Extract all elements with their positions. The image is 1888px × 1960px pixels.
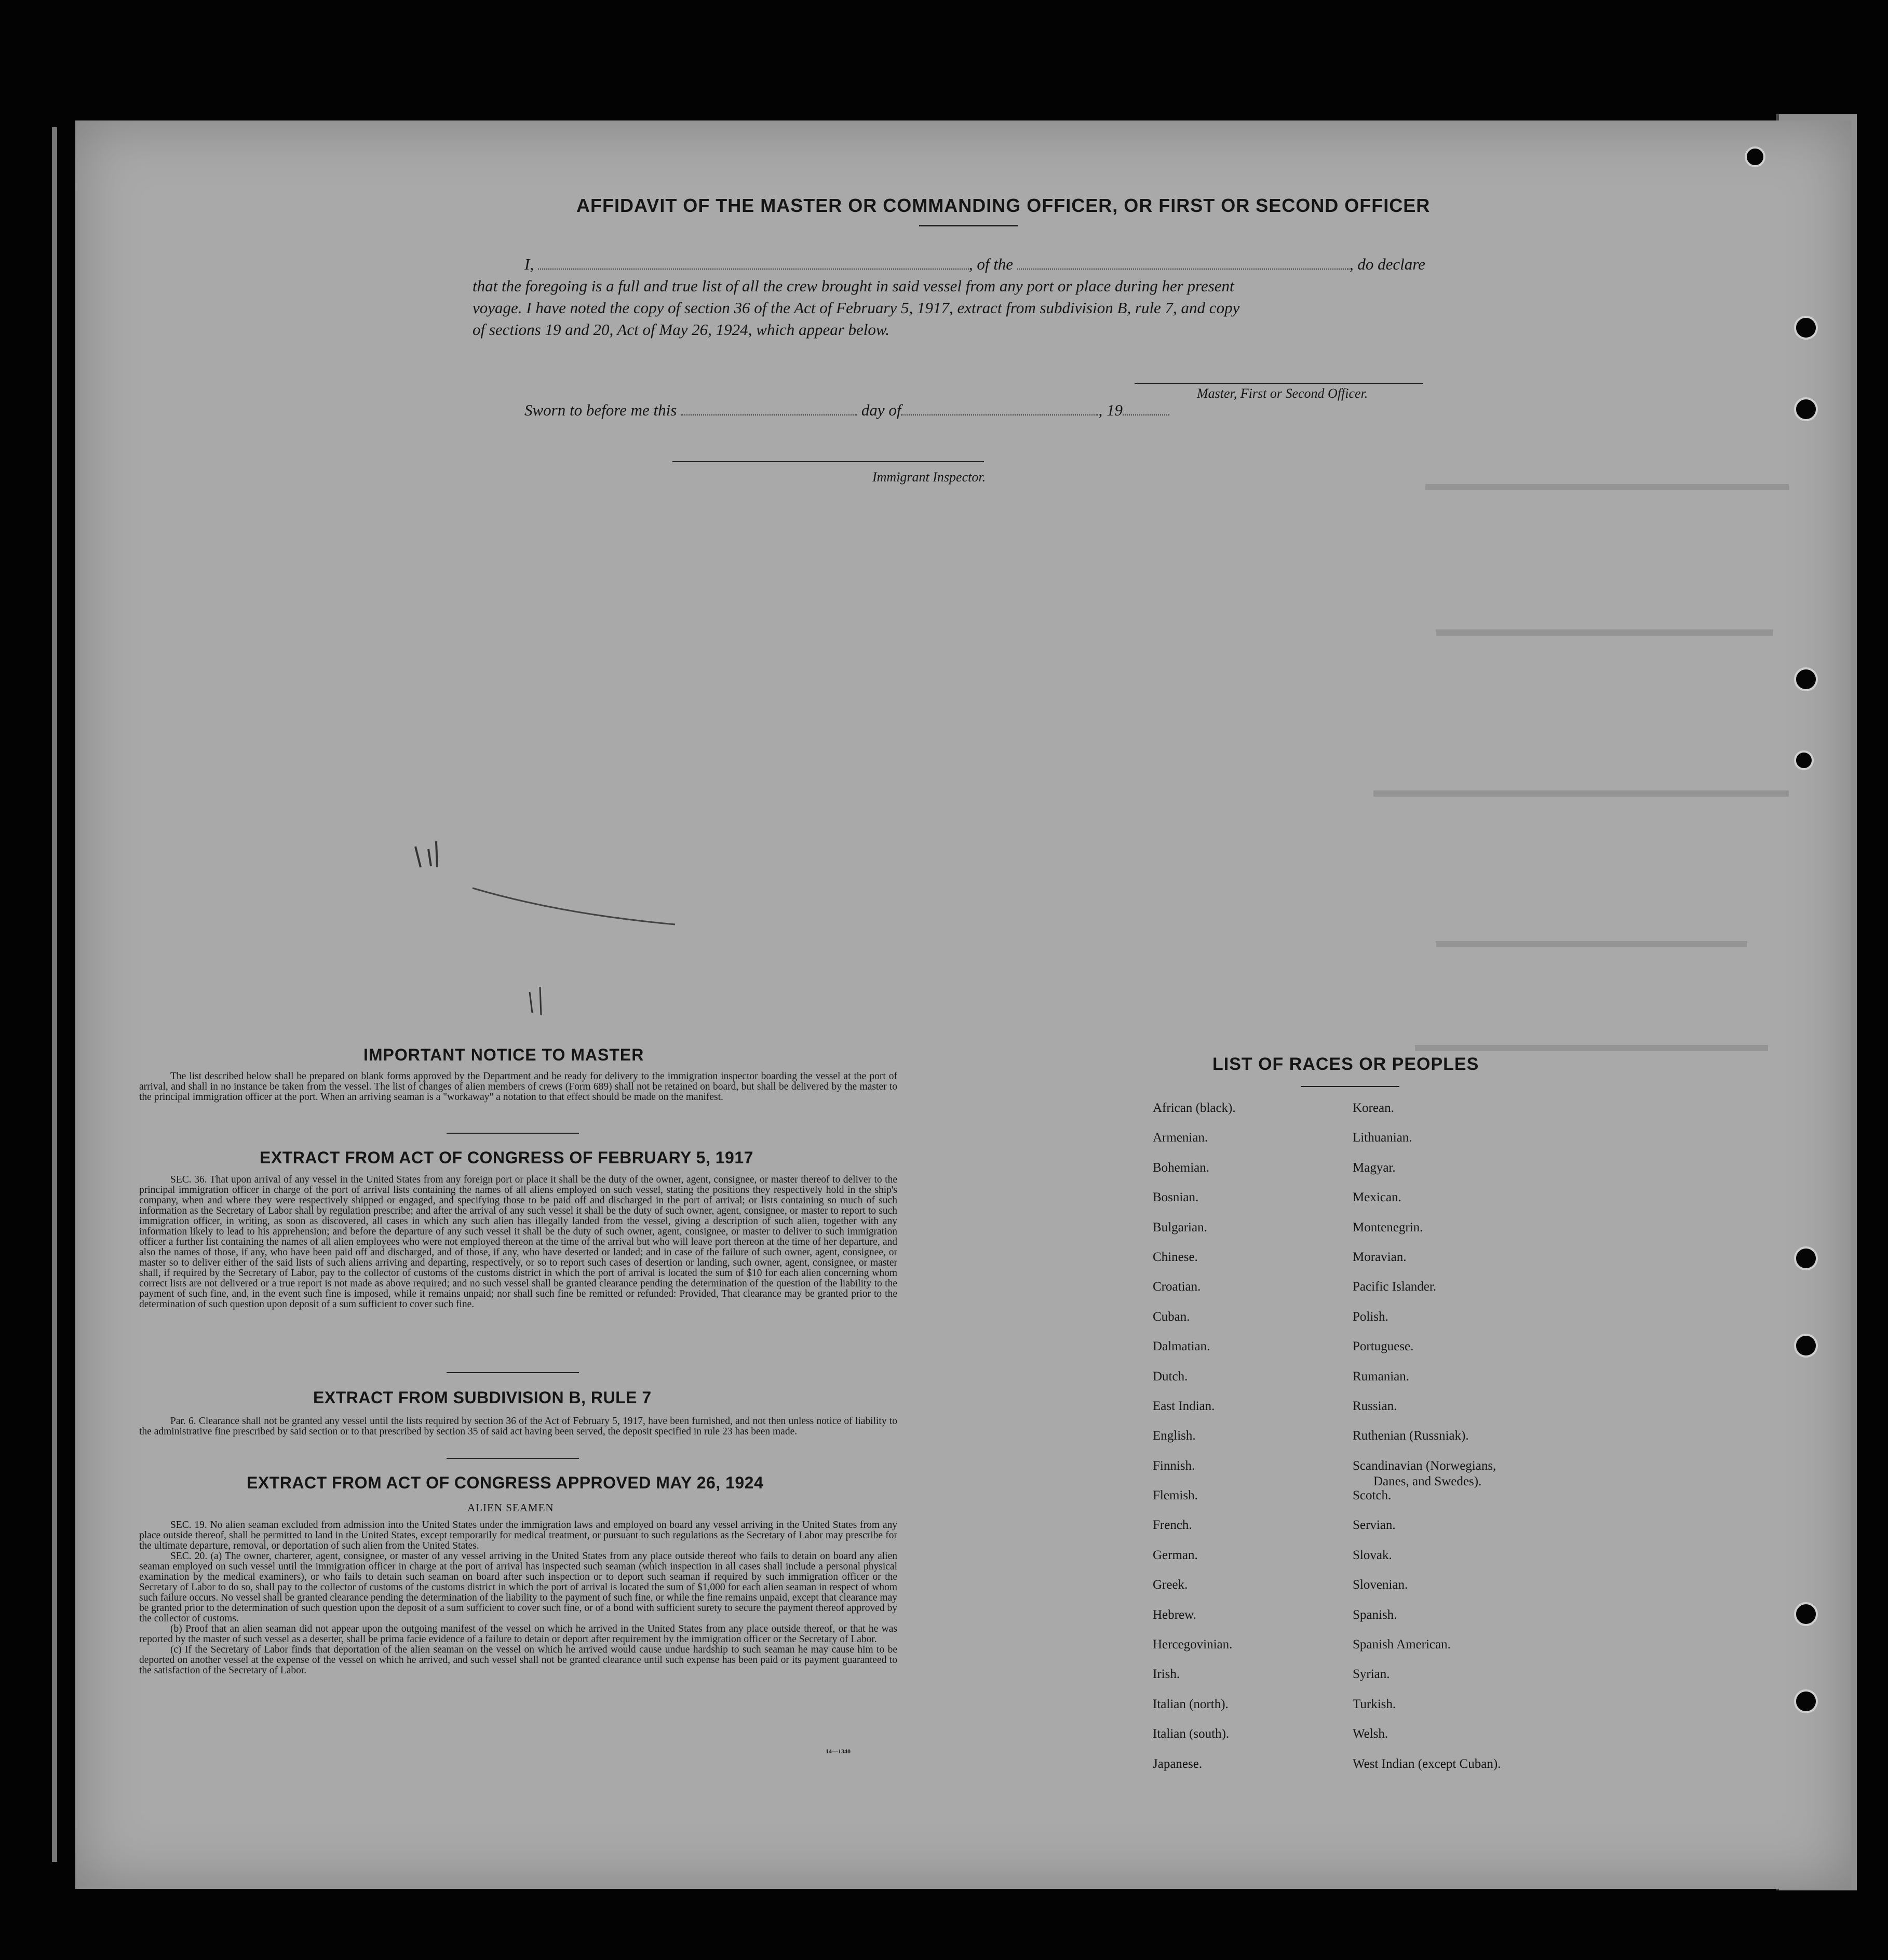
punch-hole bbox=[1794, 1246, 1818, 1270]
affidavit-line-3: voyage. I have noted the copy of section 36 of the Act of February 5, 1917, extract from subdivision B, rule 7, and copy bbox=[473, 299, 1240, 317]
sworn-year-field[interactable] bbox=[1123, 402, 1169, 415]
section-19: SEC. 19. No alien seaman excluded from admission into the United States under the immigration laws and employed on board any vessel arriving in the United States from any place outside thereof, shall be permitted to land in the United States, except temporarily for medical treatment, or pursuant to such regulations as the Secretary of Labor may prescribe for the ultimate departure, removal, or deportation of such alien from the United States. bbox=[139, 1520, 897, 1551]
race-item: Lithuanian. bbox=[1353, 1131, 1412, 1145]
sworn-day-of: day of bbox=[861, 401, 901, 419]
sworn-year: , 19 bbox=[1098, 401, 1123, 419]
race-item: English. bbox=[1153, 1429, 1196, 1443]
race-item: Magyar. bbox=[1353, 1160, 1396, 1175]
form-number: 14—1340 bbox=[826, 1748, 851, 1755]
race-item: Servian. bbox=[1353, 1518, 1396, 1533]
race-item: Hercegovinian. bbox=[1153, 1637, 1233, 1652]
affidavit-line-1 bbox=[473, 253, 1459, 275]
master-signature-label: Master, First or Second Officer. bbox=[1197, 386, 1368, 401]
race-item: Dutch. bbox=[1153, 1369, 1188, 1384]
race-item: Turkish. bbox=[1353, 1697, 1396, 1711]
race-item: Armenian. bbox=[1153, 1131, 1208, 1145]
bleed-through-mark bbox=[1436, 941, 1747, 947]
section-20c: (c) If the Secretary of Labor finds that deportation of the alien seaman on the vessel on which he arrived would cause undue hardship to such seaman he may cause him to be deported on another vessel at the expense of the vessel on which he arrived, and such vessel shall not be granted clearance until such expense has been paid or its payment guaranteed to the satisfaction of the Secretary of Labor. bbox=[139, 1644, 897, 1676]
punch-hole bbox=[1794, 316, 1818, 340]
race-item: Croatian. bbox=[1153, 1280, 1201, 1294]
race-item: African (black). bbox=[1153, 1101, 1236, 1115]
races-left-column bbox=[1153, 1101, 1236, 1787]
race-item: Welsh. bbox=[1353, 1727, 1388, 1741]
race-item: German. bbox=[1153, 1548, 1198, 1562]
bleed-through-mark bbox=[1415, 1045, 1768, 1051]
affidavit-title: AFFIDAVIT OF THE MASTER OR COMMANDING OFFICER, OR FIRST OR SECOND OFFICER bbox=[576, 195, 1431, 216]
extract-1917-title: EXTRACT FROM ACT OF CONGRESS OF FEBRUARY 5, 1917 bbox=[260, 1148, 753, 1167]
alien-seamen-subtitle: ALIEN SEAMEN bbox=[467, 1501, 554, 1514]
races-right-column bbox=[1353, 1101, 1501, 1787]
race-item: West Indian (except Cuban). bbox=[1353, 1756, 1501, 1771]
sworn-prefix: Sworn to before me this bbox=[524, 401, 677, 419]
race-item: Spanish American. bbox=[1353, 1637, 1451, 1652]
race-item: Bohemian. bbox=[1153, 1160, 1210, 1175]
race-item: Russian. bbox=[1353, 1399, 1397, 1413]
inspector-signature-line[interactable] bbox=[672, 461, 984, 462]
sworn-day-field[interactable] bbox=[681, 402, 857, 415]
section-rule bbox=[447, 1458, 579, 1459]
affidavit-body bbox=[473, 253, 1459, 341]
race-item: Scandinavian (Norwegians, Danes, and Swedes). bbox=[1353, 1459, 1501, 1488]
punch-hole bbox=[1794, 750, 1814, 770]
tally-mark bbox=[530, 987, 541, 1015]
race-item: Pacific Islander. bbox=[1353, 1280, 1437, 1294]
section-20b: (b) Proof that an alien seaman did not appear upon the outgoing manifest of the vessel on which he arrived in the United States from any place outside thereof, or that he was reported by the master of such vessel as a deserter, shall be prima facie evidence of a failure to detain or deport after requirement by the immigration officer or the Secretary of Labor. bbox=[139, 1623, 897, 1645]
section-20a: SEC. 20. (a) The owner, charterer, agent, consignee, or master of any vessel arriving in the United States from any place outside thereof who fails to detain on board any alien seaman employed on such vessel until the immigration officer in charge at the port of arrival has inspected such seaman (which inspection in all cases shall include a personal physical examination by the medical examiners), or who fails to detain such seaman on board after such inspection or to deport such seaman if required by such immigration officer or the Secretary of Labor to do so, shall pay to the collector of customs of the customs district in which the port of arrival is located the sum of $1,000 for each alien seaman in respect of whom such failure occurs. No vessel shall be granted clearance pending the determination of the liability to the payment of such fine, or while the fine remains unpaid, except that clearance may be granted prior to the determination of such question upon the deposit of a sum sufficient to cover such fine, or of a bond with sufficient surety to secure the payment thereof approved by the collector of customs. bbox=[139, 1551, 897, 1624]
race-item: Mexican. bbox=[1353, 1190, 1401, 1205]
punch-hole bbox=[1794, 667, 1818, 691]
race-item: Hebrew. bbox=[1153, 1607, 1196, 1622]
race-item: Montenegrin. bbox=[1353, 1220, 1423, 1234]
race-item: Spanish. bbox=[1353, 1607, 1397, 1622]
race-item: Bulgarian. bbox=[1153, 1220, 1207, 1234]
race-item: Chinese. bbox=[1153, 1250, 1198, 1264]
punch-hole bbox=[1794, 1334, 1818, 1358]
extract-rule7-body: Par. 6. Clearance shall not be granted any vessel until the lists required by section 36 of the Act of February 5, 1917, have been furnished, and not then unless notice of liability to the administrative fine prescribed by said section or to that prescribed by section 35 of said act having been served, the deposit specified in rule 23 has been made. bbox=[139, 1416, 897, 1437]
race-item: Syrian. bbox=[1353, 1667, 1390, 1682]
race-item: Flemish. bbox=[1153, 1488, 1198, 1503]
binding-edge bbox=[52, 127, 57, 1862]
extract-rule7-title: EXTRACT FROM SUBDIVISION B, RULE 7 bbox=[313, 1388, 652, 1407]
bleed-through-mark bbox=[1436, 629, 1773, 636]
race-item: Italian (south). bbox=[1153, 1727, 1230, 1741]
affidavit-declare: , do declare bbox=[1349, 255, 1425, 273]
race-item-continuation: Danes, and Swedes). bbox=[1373, 1474, 1482, 1488]
race-item: Polish. bbox=[1353, 1309, 1388, 1324]
master-signature-line[interactable] bbox=[1135, 383, 1423, 384]
pencil-marks bbox=[405, 826, 696, 1033]
affidavit-i: I, bbox=[524, 255, 534, 273]
punch-hole bbox=[1745, 146, 1765, 167]
vessel-field[interactable] bbox=[1017, 256, 1350, 270]
section-rule bbox=[447, 1372, 579, 1373]
punch-hole bbox=[1794, 1602, 1818, 1626]
pencil-stroke bbox=[473, 888, 675, 924]
race-item: Ruthenian (Russniak). bbox=[1353, 1429, 1469, 1443]
race-item: East Indian. bbox=[1153, 1399, 1215, 1413]
race-item: French. bbox=[1153, 1518, 1192, 1533]
race-item: Bosnian. bbox=[1153, 1190, 1199, 1205]
title-rule bbox=[919, 225, 1018, 226]
sworn-line bbox=[524, 401, 1169, 420]
affidavit-line-4: of sections 19 and 20, Act of May 26, 1924, which appear below. bbox=[473, 320, 890, 339]
race-item: Slovenian. bbox=[1353, 1578, 1408, 1592]
notice-title: IMPORTANT NOTICE TO MASTER bbox=[363, 1045, 644, 1064]
race-item: Portuguese. bbox=[1353, 1339, 1414, 1354]
races-title: LIST OF RACES OR PEOPLES bbox=[1212, 1054, 1479, 1074]
race-item: Japanese. bbox=[1153, 1756, 1203, 1771]
race-item: Finnish. bbox=[1153, 1458, 1195, 1473]
race-item: Moravian. bbox=[1353, 1250, 1407, 1264]
race-item: Italian (north). bbox=[1153, 1697, 1229, 1711]
inspector-label: Immigrant Inspector. bbox=[872, 469, 986, 485]
extract-1924-title: EXTRACT FROM ACT OF CONGRESS APPROVED MAY 26, 1924 bbox=[247, 1473, 764, 1492]
extract-1924-body bbox=[139, 1520, 897, 1676]
sworn-month-field[interactable] bbox=[901, 402, 1098, 415]
race-item: Korean. bbox=[1353, 1101, 1394, 1115]
bleed-through-mark bbox=[1425, 484, 1789, 490]
race-item: Dalmatian. bbox=[1153, 1339, 1210, 1354]
affidavit-line-2: that the foregoing is a full and true list of all the crew brought in said vessel from any port or place during her present bbox=[473, 277, 1234, 295]
tally-mark bbox=[415, 841, 437, 867]
extract-1917-body: SEC. 36. That upon arrival of any vessel in the United States from any foreign port or place it shall be the duty of the owner, agent, consignee, or master thereof to deliver to the principal immigration officer in charge of the port of arrival lists containing the names of all aliens employed on such vessel, stating the positions they respectively hold in the ship's company, when and where they were respectively shipped or engaged, and specifying those to be paid off and discharged in the port of arrival; or lists containing so much of such information as the Secretary of Labor shall by regulation prescribe; and after the arrival of any such vessel it shall be the duty of such owner, agent, consignee, or master to report to such immigration officer, in writing, as soon as discovered, all cases in which any such alien has illegally landed from the vessel, giving a description of such alien, together with any information likely to lead to his apprehension; and before the departure of any such vessel it shall be the duty of such owner, agent, consignee, or master to deliver to such immigration officer a further list containing the names of all alien employees who were not employed thereon at the time of the arrival but who will leave port thereon at the time of her departure, and also the names of those, if any, who have been paid off and discharged, and of those, if any, who have deserted or landed; and in case of the failure of such owner, agent, consignee, or master so to deliver either of the said lists of such aliens arriving and departing, respectively, or so to report such cases of desertion or landing, such owner, agent, consignee, or master shall, if required by the Secretary of Labor, pay to the collector of customs of the customs district in which the port of arrival is located the sum of $10 for each alien concerning whom correct lists are not delivered or a true report is not made as above required; and no such vessel shall be granted clearance pending the determination of the question of the liability to the payment of such fine, and, in the event such fine is imposed, while it remains unpaid; nor shall such fine be remitted or refunded: Provided, That clearance may be granted prior to the determination of such question upon deposit of a sum sufficient to cover such fine. bbox=[139, 1174, 897, 1310]
affidavit-of-the: , of the bbox=[968, 255, 1014, 273]
notice-body: The list described below shall be prepared on blank forms approved by the Department and be ready for delivery to the immigration inspector boarding the vessel at the port of arrival, and shall in no instance be taken from the vessel. The list of changes of alien members of crews (Form 689) shall not be retained on board, but shall be delivered by the master to the principal immigration officer at the port. When an arriving seaman is a "workaway" a notation to that effect should be made on the manifest. bbox=[139, 1071, 897, 1103]
races-title-rule bbox=[1301, 1086, 1399, 1087]
race-item: Greek. bbox=[1153, 1578, 1188, 1592]
section-rule bbox=[447, 1133, 579, 1134]
bleed-through-mark bbox=[1373, 790, 1789, 797]
race-item: Cuban. bbox=[1153, 1309, 1190, 1324]
race-item: Irish. bbox=[1153, 1667, 1180, 1682]
race-item: Rumanian. bbox=[1353, 1369, 1410, 1384]
punch-hole bbox=[1794, 397, 1818, 421]
punch-hole bbox=[1794, 1689, 1818, 1713]
race-item: Slovak. bbox=[1353, 1548, 1392, 1562]
name-field[interactable] bbox=[538, 256, 969, 270]
race-item: Scotch. bbox=[1353, 1488, 1392, 1503]
